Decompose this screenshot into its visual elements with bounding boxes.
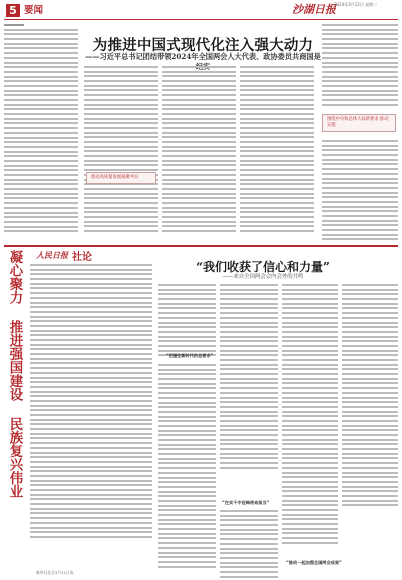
editorial-text-column: [30, 264, 152, 541]
header-rule: [4, 19, 398, 20]
main-headline: 为推进中国式现代化注入强大动力: [92, 37, 314, 54]
footer-note: 新华社北京3月11日电: [36, 570, 74, 575]
section-label: 要闻: [24, 5, 44, 16]
body-column-1: [84, 66, 158, 235]
quote-column-2b: [220, 510, 278, 580]
newspaper-logo: 沙湖日报: [292, 3, 336, 16]
right-text-column: [322, 24, 398, 108]
quote-column-3: [282, 284, 338, 547]
right-text-column-lower: [322, 140, 398, 243]
quote-column-2: [220, 284, 278, 472]
caption-box-center: [86, 172, 156, 184]
subheading-3: “在实干中诠释使命担当”: [222, 500, 270, 505]
quote-subhead: ——来自全国两会会内会外的共鸣: [222, 274, 304, 280]
section-divider: [4, 245, 398, 247]
page-number-badge: 5: [6, 4, 20, 17]
issue-date: 2024年3月12日 星期二: [334, 2, 378, 7]
quote-column-4: [342, 284, 398, 509]
body-column-2: [162, 66, 236, 235]
editorial-label: 社论: [72, 252, 92, 263]
page-header: [0, 0, 402, 20]
quote-column-1: [158, 284, 216, 359]
quote-column-1b: [158, 364, 216, 570]
body-column-3: [240, 66, 314, 235]
main-subhead: ——习近平总书记团结带领2024年全国两会人大代表、政协委员共商国是: [85, 52, 321, 61]
quote-headline: “我们收获了信心和力量”: [196, 260, 330, 274]
caption-center-text: 推动高质量发展凝聚共识: [91, 175, 139, 180]
subheading-4: “推动一起加强全国两会成果”: [286, 560, 342, 565]
editorial-vertical-title: 凝心聚力 推进强国建设 民族复兴伟业: [7, 250, 23, 499]
left-text-column: [4, 24, 78, 235]
subheading-1: “把握住新时代的总要求”: [166, 353, 214, 358]
caption-box-right: [322, 114, 396, 132]
publisher-logo: 人民日报: [36, 250, 68, 260]
caption-right-text: 围绕中央和总体大局新要求 推动实施: [327, 117, 389, 128]
